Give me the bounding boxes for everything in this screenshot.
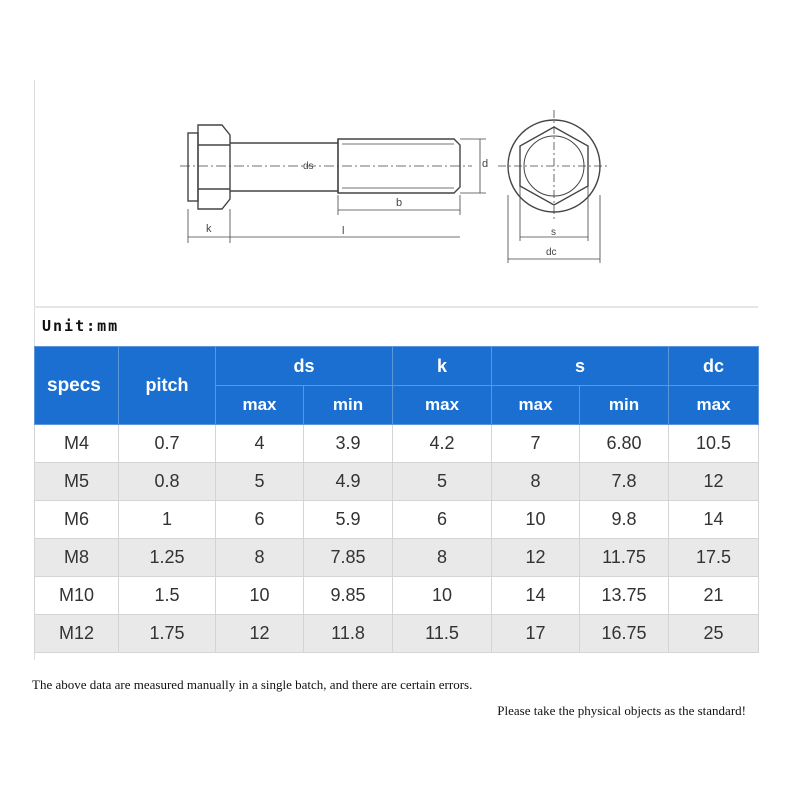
dim-label-s: s [551,227,556,238]
cell-dc-max: 10.5 [669,425,759,463]
cell-specs: M10 [35,577,119,615]
cell-s-max: 12 [492,539,580,577]
table-row [35,539,759,577]
cell-s-max: 17 [492,615,580,653]
cell-dc-max: 17.5 [669,539,759,577]
header-specs: specs [35,347,119,425]
header-dc-max: max [669,386,759,425]
header-k: k [393,347,492,386]
cell-ds-max: 5 [216,463,304,501]
table-row [35,577,759,615]
header-s-min: min [580,386,669,425]
cell-k-max: 8 [393,539,492,577]
header-s-max: max [492,386,580,425]
bolt-shank [230,143,338,191]
section-divider [34,306,758,308]
cell-ds-min: 5.9 [304,501,393,539]
header-ds: ds [216,347,393,386]
cell-ds-min: 3.9 [304,425,393,463]
cell-s-min: 9.8 [580,501,669,539]
cell-dc-max: 14 [669,501,759,539]
standard-note: Please take the physical objects as the standard! [497,703,746,718]
cell-pitch: 1 [119,501,216,539]
header-ds-max: max [216,386,304,425]
cell-s-min: 16.75 [580,615,669,653]
header-pitch: pitch [119,347,216,425]
cell-specs: M4 [35,425,119,463]
header-ds-min: min [304,386,393,425]
cell-specs: M12 [35,615,119,653]
cell-s-max: 8 [492,463,580,501]
spec-table [34,346,759,653]
cell-pitch: 1.75 [119,615,216,653]
table-row [35,463,759,501]
cell-k-max: 5 [393,463,492,501]
header-s: s [492,347,669,386]
cell-pitch: 0.7 [119,425,216,463]
table-row [35,501,759,539]
cell-specs: M5 [35,463,119,501]
dim-label-d: d [482,158,489,170]
dim-label-ds: ds [303,161,314,172]
table-row [35,615,759,653]
table-header-row-1 [35,347,759,386]
cell-ds-min: 9.85 [304,577,393,615]
table-row [35,425,759,463]
dim-label-k: k [206,223,212,235]
header-dc: dc [669,347,759,386]
cell-ds-max: 8 [216,539,304,577]
cell-ds-max: 12 [216,615,304,653]
cell-ds-max: 10 [216,577,304,615]
cell-specs: M8 [35,539,119,577]
cell-pitch: 0.8 [119,463,216,501]
cell-ds-min: 7.85 [304,539,393,577]
dim-label-l: l [342,225,345,237]
cell-k-max: 11.5 [393,615,492,653]
cell-pitch: 1.5 [119,577,216,615]
cell-ds-max: 4 [216,425,304,463]
cell-dc-max: 12 [669,463,759,501]
cell-k-max: 10 [393,577,492,615]
cell-specs: M6 [35,501,119,539]
cell-s-min: 7.8 [580,463,669,501]
measurement-note: The above data are measured manually in a single batch, and there are certain errors. [32,677,473,692]
cell-s-max: 7 [492,425,580,463]
cell-s-min: 13.75 [580,577,669,615]
cell-s-min: 6.80 [580,425,669,463]
cell-ds-max: 6 [216,501,304,539]
cell-ds-min: 11.8 [304,615,393,653]
cell-dc-max: 25 [669,615,759,653]
cell-k-max: 6 [393,501,492,539]
header-k-max: max [393,386,492,425]
cell-s-max: 10 [492,501,580,539]
bolt-flange [188,133,198,201]
cell-s-min: 11.75 [580,539,669,577]
unit-label: Unit:mm [42,317,120,335]
cell-dc-max: 21 [669,577,759,615]
dim-label-b: b [396,197,403,209]
bolt-hex-head [198,125,230,209]
cell-pitch: 1.25 [119,539,216,577]
cell-ds-min: 4.9 [304,463,393,501]
cell-k-max: 4.2 [393,425,492,463]
dim-label-dc: dc [546,247,557,258]
bolt-technical-drawing [160,95,660,290]
cell-s-max: 14 [492,577,580,615]
